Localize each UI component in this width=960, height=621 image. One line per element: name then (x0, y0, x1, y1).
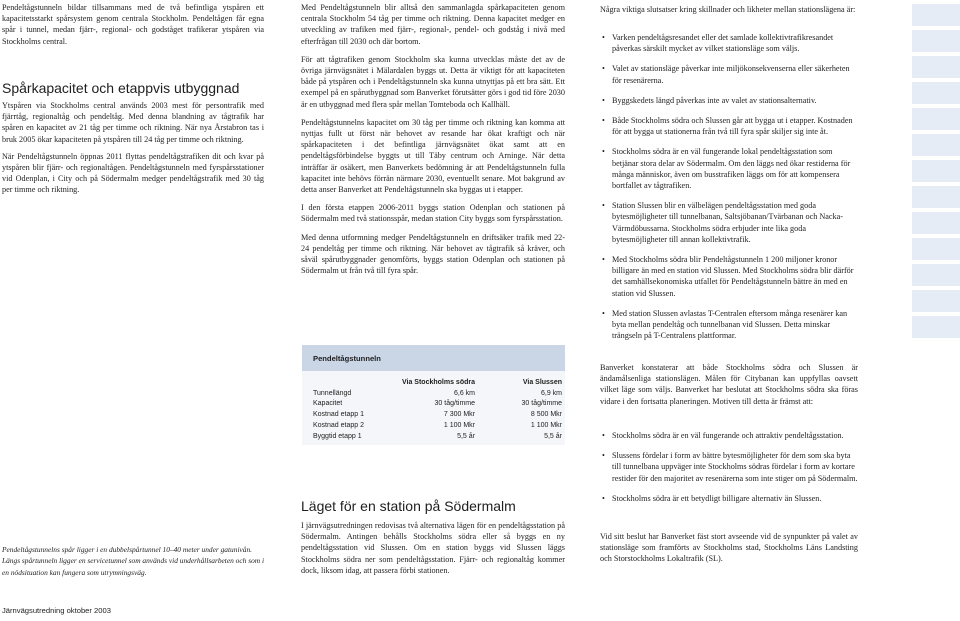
list-item (600, 115, 858, 137)
table-cell: 5,5 år (457, 432, 475, 440)
list-item (600, 430, 858, 441)
list-item (600, 200, 858, 245)
table-cell-label: Kostnad etapp 1 (313, 411, 364, 419)
decorative-tab-strip (912, 0, 960, 621)
bullet-icon: • (602, 95, 605, 105)
list-item-text: Med Stockholms södra blir Pendeltågstunneln 1 200 miljoner kronor billigare än med en station vid Slussen. Med Stockholms södra blir därför det samhällsekonomiska utfallet för Pendeltågstunneln bättre än med en station vid Slussen. (612, 255, 854, 298)
paragraph: När Pendeltågstunneln öppnas 2011 flyttas pendeltågstrafiken dit och kvar på ytspåren blir fjärr- och regionaltågen. Pendeltågstunneln med fyrspårsstationer vid Odenplan, i City och på Södermalm medger pendeltågstrafik med 30 tåg per timme och riktning. (2, 151, 264, 195)
paragraph: Ytspåren via Stockholms central används 2003 mest för persontrafik med fjärrtåg, regionaltåg och pendeltåg. Med denna blandning av tågtrafik har spåren en kapacitet av 21 tåg per timme och riktning. När nya Årstabron tas i bruk 2005 ökar kapaciteten på ytspåren till 24 tåg per timme och riktning. (2, 101, 264, 144)
list-item-text: Stockholms södra är ett betydligt billigare alternativ än Slussen. (612, 493, 822, 503)
decorative-tab (912, 108, 960, 130)
table-cell: 1 100 Mkr (530, 422, 562, 430)
bullet-icon: • (602, 308, 605, 318)
conclusions-list (600, 32, 858, 350)
decorative-tab (912, 264, 960, 286)
paragraph: I järnvägsutredningen redovisas två alternativa lägen för en pendeltågsstation på Södermalm. Antingen behålls Stockholms södra eller så byggs en ny pendeltågsstation vid Slussen. Om en station byggs vid Slussen läggs Stockholms södra ner som pendeltågsstation. Fjärr- och regionaltåg kommer dock, liksom idag, att passera förbi stationen. (301, 521, 565, 575)
table-cell: 6,6 km (453, 389, 475, 397)
list-item (600, 493, 858, 504)
bullet-icon: • (602, 255, 605, 265)
bullet-icon: • (602, 147, 605, 157)
table-row (311, 409, 562, 420)
list-item-text: Station Slussen blir en välbelägen pendeltågsstation med goda bytesmöjligheter till tunnelbanan, Saltsjöbanan/Tvärbanan och Nacka-Värmdöbussarna. Stockholms södra erbjuder inte lika goda bytesmöjligheter till annan kollektivtrafik. (612, 201, 843, 244)
list-item-text: Varken pendeltågsresandet eller det samlade kollektivtrafikresandet påverkas särskilt mycket av vilket stationsläge som väljs. (612, 33, 834, 54)
decorative-tab (912, 160, 960, 182)
decorative-tab (912, 238, 960, 260)
bullet-icon: • (602, 493, 605, 503)
paragraph: Med Pendeltågstunneln blir alltså den sammanlagda spårkapaciteten genom centrala Stockholm 54 tåg per timme och riktning. Denna kapacitet medger en utveckling av trafiken med fjärr-, regional-, pendel- och godståg i nivå med efterfrågan till 2030 och där bortom. (301, 3, 565, 46)
table-header-cell (311, 377, 393, 388)
column-1 (2, 2, 264, 53)
list-item (600, 450, 858, 484)
section-heading-capacity: Spårkapacitet och etappvis utbyggnad (2, 80, 240, 96)
bullet-icon: • (602, 64, 605, 74)
paragraph: Pendeltågstunnelns kapacitet om 30 tåg per timme och riktning kan komma att nyttjas fullt ut först när behovet av resande har ökat kraftigt och när spårkapaciteten i det befintliga järnvägsnätet ökat samt att en pendeltågsförbindelse byggts ut till Täby centrum och Arninge. När detta inträffar är osäkert, men Banverkets bedömning är att Pendeltågstunneln fulla kapacitet inte behövs förrän närmare 2030, eventuellt senare. Mot bakgrund av detta anser Banverket att Pendeltågstunneln ska byggas ut i etapper. (301, 117, 565, 195)
motives-list (600, 430, 858, 513)
table-cell: 5,5 år (544, 432, 562, 440)
list-item (600, 32, 858, 54)
intro-paragraph: Pendeltågstunneln bildar tillsammans med de två befintliga ytspåren ett kapacitetsstarkt spårsystem genom centrala Stockholm. Pendeltågen får egna spår i tunnel, medan fjärr-, regional- och godståget trafikerar ytspåren via Stockholms central. (2, 3, 264, 46)
list-item-text: Byggskedets längd påverkas inte av valet av stationsalternativ. (612, 95, 817, 105)
fact-table (311, 377, 562, 442)
table-cell: 6,9 km (540, 389, 562, 397)
list-item-text: Valet av stationsläge påverkar inte miljökonsekvenserna eller säkerheten för resenärerna. (612, 64, 850, 85)
paragraph: Vid sitt beslut har Banverket fäst stort avseende vid de synpunkter på valet av stationsläge som framförts av Stockholms stad, Stockholms Läns Landsting och Storstockholms Lokaltrafik (SL). (600, 532, 858, 564)
table-row (311, 420, 562, 431)
table-cell: 1 100 Mkr (443, 422, 475, 430)
paragraph: Med denna utformning medger Pendeltågstunneln en driftsäker trafik med 22-24 pendeltåg per timme och riktning. När behovet av tågtrafik så kräver, och såväl spårutbyggnader genomförts, byggs station Odenplan och stationen på Södermalm ut från två till fyra spår. (301, 232, 565, 276)
decorative-tab (912, 56, 960, 78)
decorative-tab (912, 30, 960, 52)
list-item (600, 146, 858, 191)
table-header-row (311, 377, 562, 388)
fact-box-title: Pendeltågstunneln (302, 345, 565, 371)
bullet-icon: • (602, 451, 605, 461)
table-cell-label: Kapacitet (313, 400, 343, 408)
paragraph: Banverket konstaterar att både Stockholms södra och Slussen är ändamålsenliga stationslägen. Målen för Citybanan kan uppfyllas oavsett vilket läge som väljs. Banverket har beslutat att Stockholms södra ska föras vidare i den fortsatta planeringen. Motiven till detta är främst att: (600, 363, 858, 406)
list-item-text: Både Stockholms södra och Slussen går att bygga ut i etapper. Kostnaden för att bygga ut stationerna från två till fyra spår skiljer sig inte åt. (612, 116, 853, 137)
table-header-cell: Via Stockholms södra (401, 378, 475, 386)
list-item-text: Med station Slussen avlastas T-Centralen eftersom många resenärer kan byta mellan pendeltåg och tunnelbanan vid Slussen. Detta minskar trängseln på T-Centralens plattformar. (612, 308, 848, 341)
table-cell-label: Byggtid etapp 1 (313, 432, 362, 440)
table-row (311, 388, 562, 399)
decorative-tab (912, 4, 960, 26)
decorative-tab (912, 186, 960, 208)
column-1-body (2, 100, 264, 202)
table-header-cell: Via Slussen (522, 378, 562, 386)
column-3-intro: Några viktiga slutsatser kring skillnader och likheter mellan stationslägena är: (600, 5, 856, 14)
column-2 (301, 2, 565, 283)
bullet-icon: • (602, 431, 605, 440)
table-cell: 30 tåg/timme (434, 400, 475, 408)
list-item (600, 63, 858, 85)
list-item (600, 308, 858, 342)
list-item (600, 95, 858, 106)
list-item-text: Slussens fördelar i form av bättre bytesmöjligheter för dem som ska byta till tunnelbana uppväger inte Stockholms södras fördelar i form av kortare restider för den majoritet av resenärerna som inte stiger om på Södermalm. (612, 451, 858, 483)
table-row (311, 431, 562, 442)
paragraph: För att tågtrafiken genom Stockholm ska kunna utvecklas måste det av de övriga järnvägsnätet i Mälardalen byggs ut. Detta är viktigt för att kapaciteten både på ytspåren och i Pendeltågstunneln ska kunna utnyttjas på ett bra sätt. Ett exempel på en spårutbyggnad som Banverket förutsätter görs i god tid före 2030 är en utbyggnad med flera spår mellan Tomteboda och Kallhäll. (301, 54, 565, 109)
table-cell: 8 500 Mkr (530, 411, 562, 419)
table-cell-label: Tunnellängd (313, 389, 352, 397)
table-cell: 30 tåg/timme (521, 400, 562, 408)
decorative-tab (912, 316, 960, 338)
decorative-tab (912, 82, 960, 104)
column-2-bottom (301, 520, 565, 576)
page-footer: Järnvägsutredning oktober 2003 (2, 606, 111, 615)
image-caption: Pendeltågstunnelns spår ligger i en dubbelspårtunnel 10–40 meter under gatunivån. Längs spårtunneln ligger en servicetunnel som används vid underhållsarbeten och som i en nödsituation kan fungera som utrymningsväg. (2, 545, 264, 577)
table-cell-label: Kostnad etapp 2 (313, 422, 364, 430)
bullet-icon: • (602, 33, 605, 42)
decorative-tab (912, 212, 960, 234)
paragraph: I den första etappen 2006-2011 byggs station Odenplan och stationen på Södermalm med två stationsspår, medan station City byggs som fyrspårsstation. (301, 203, 565, 224)
list-item (600, 254, 858, 299)
bullet-icon: • (602, 201, 605, 211)
table-cell: 7 300 Mkr (443, 411, 475, 419)
fact-box (302, 345, 565, 445)
decorative-tab (912, 290, 960, 312)
list-item-text: Stockholms södra är en väl fungerande och attraktiv pendeltågsstation. (612, 431, 844, 440)
list-item-text: Stockholms södra är en väl fungerande lokal pendeltågsstation som betjänar stora delar av Södermalm. Om den läggs ned ökar restiderna för många människor, även om busstrafiken läggs om för att kompensera bortfallet av tågtrafiken. (612, 147, 851, 191)
decorative-tab (912, 134, 960, 156)
table-row (311, 399, 562, 410)
bullet-icon: • (602, 116, 605, 126)
section-heading-sodermalm: Läget för en station på Södermalm (301, 498, 516, 514)
